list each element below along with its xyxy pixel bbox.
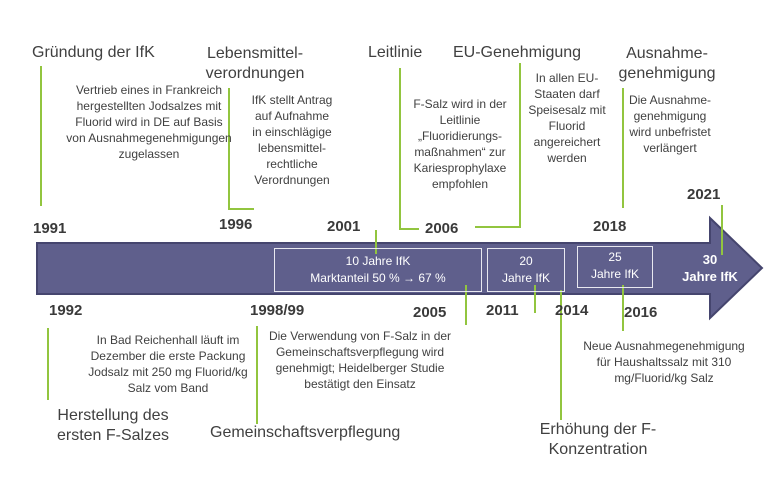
milestone-25-line1: 25	[608, 250, 622, 264]
connector-eu-a	[519, 63, 521, 228]
milestone-box-25-jahre	[577, 246, 653, 288]
year-2006: 2006	[425, 220, 459, 237]
year-2011: 2011	[486, 302, 519, 319]
connector-1992	[47, 328, 49, 400]
year-2014: 2014	[555, 302, 589, 319]
connector-eu-b	[475, 226, 521, 228]
event-title-ausnahme: Ausnahme-genehmigung	[618, 45, 716, 82]
connector-1991	[40, 66, 42, 206]
year-1996: 1996	[219, 216, 253, 233]
connector-2018	[622, 88, 624, 208]
year-2016: 2016	[624, 304, 658, 321]
milestone-30-line2: Jahre IfK	[682, 269, 738, 284]
year-1992: 1992	[49, 302, 83, 319]
event-desc-leitlinie: F-Salz wird in der Leitlinie „Fluoridierungs-maßnahmen“ zur Kariesprophylaxe empfohlen	[413, 97, 507, 191]
event-title-gemeinschaft: Gemeinschaftsverpflegung	[210, 424, 401, 441]
year-2005: 2005	[413, 304, 447, 321]
event-title-lebensmittel: Lebensmittel-verordnungen	[205, 45, 305, 82]
event-title-erhoehung: Erhöhung der F-Konzentration	[539, 421, 657, 458]
connector-2006-a	[399, 68, 401, 230]
year-1991: 1991	[33, 220, 67, 237]
event-desc-herstellung: In Bad Reichenhall läuft im Dezember die erste Packung Jodsalz mit 250 mg Fluorid/kg Salz vom Band	[88, 333, 248, 395]
milestone-20-line2: Jahre IfK	[501, 271, 551, 285]
milestone-box-20-jahre	[487, 248, 565, 292]
milestone-box-30-jahre	[670, 246, 750, 290]
year-2021: 2021	[687, 186, 721, 203]
event-desc-lebensmittel: IfK stellt Antrag auf Aufnahme in einschlägige lebensmittel-rechtliche Verordnungen	[251, 93, 333, 187]
connector-2006-b	[399, 228, 419, 230]
milestone-10-line2: Marktanteil 50 % → 67 %	[310, 271, 446, 285]
year-2018: 2018	[593, 218, 627, 235]
event-title-herstellung: Herstellung des ersten F-Salzes	[56, 407, 170, 444]
year-1998-99: 1998/99	[250, 302, 305, 319]
milestone-30-line1: 30	[702, 252, 718, 267]
milestone-20-line1: 20	[519, 254, 533, 268]
event-desc-eu: In allen EU-Staaten darf Speisesalz mit Fluorid angereichert werden	[528, 71, 606, 165]
milestone-25-line2: Jahre IfK	[590, 267, 640, 281]
event-desc-ausnahme: Die Ausnahme-genehmigung wird unbefristet verlängert	[628, 93, 712, 155]
year-2001: 2001	[327, 218, 361, 235]
event-title-gruendung: Gründung der IfK	[32, 44, 155, 61]
event-title-leitlinie: Leitlinie	[368, 44, 423, 61]
event-desc-gemeinschaft: Die Verwendung von F-Salz in der Gemeinschaftsverpflegung wird genehmigt; Heidelberger Studie bestätigt den Einsatz	[268, 329, 452, 391]
event-desc-erhoehung: Neue Ausnahmegenehmigung für Haushaltssalz mit 310 mg/Fluorid/kg Salz	[583, 339, 745, 385]
connector-1996-h	[228, 208, 254, 210]
milestone-10-line1: 10 Jahre IfK	[345, 254, 411, 268]
event-desc-gruendung: Vertrieb eines in Frankreich hergestellten Jodsalzes mit Fluorid wird in DE auf Basis von Ausnahmegenehmigungen zugelassen	[66, 83, 232, 161]
event-title-eu: EU-Genehmigung	[453, 44, 582, 61]
milestone-box-10-jahre	[274, 248, 482, 292]
